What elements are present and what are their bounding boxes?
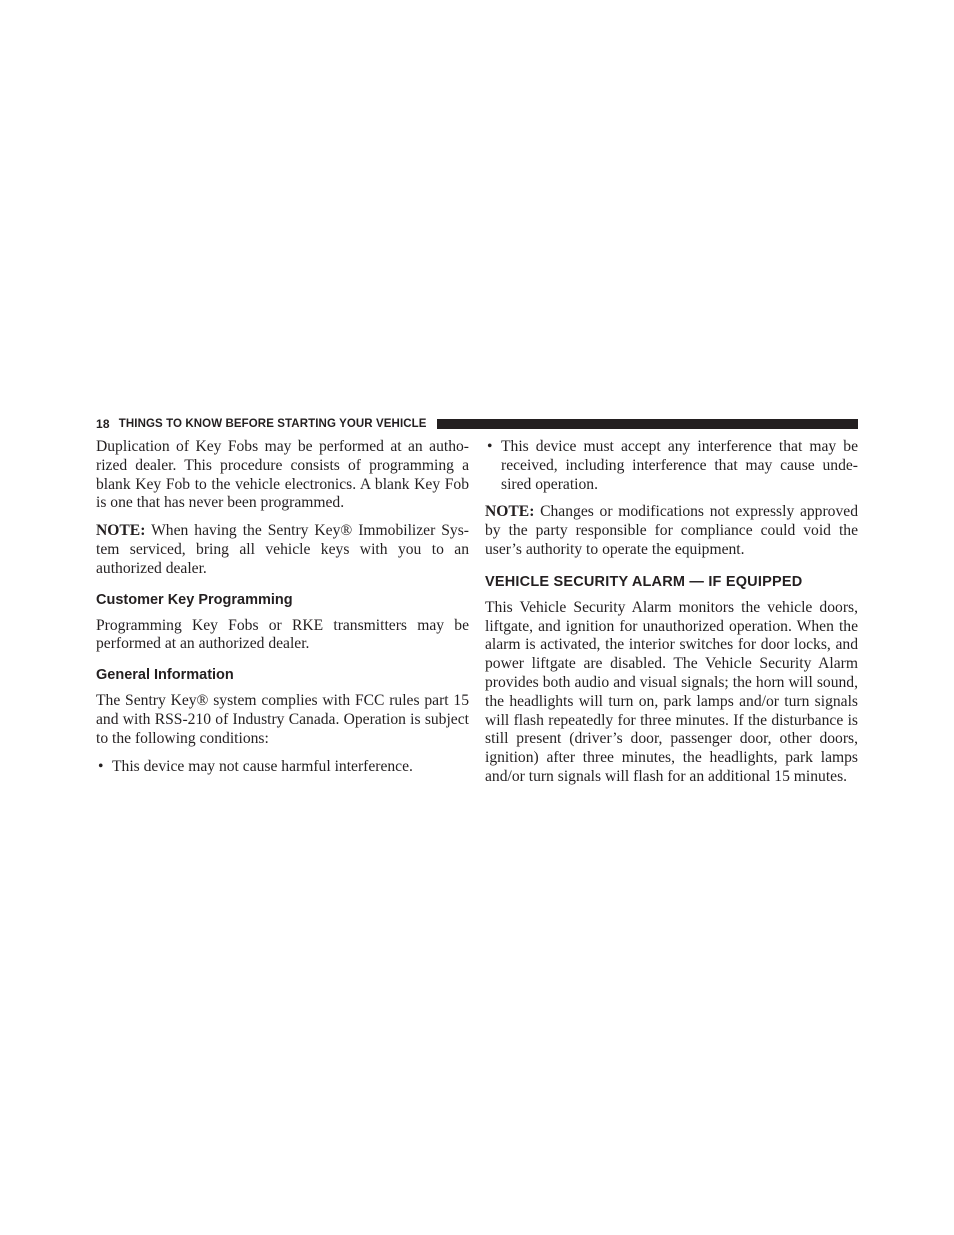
general-information-heading: General Information	[96, 667, 234, 684]
fcc-compliance-paragraph: The Sentry Key® system complies with FCC rules part 15 and with RSS-210 of Industry Canada. Operation is subject to the following conditions:	[96, 692, 469, 747]
left-column	[96, 438, 469, 785]
note-label: NOTE:	[485, 503, 535, 521]
bullet-icon: •	[487, 438, 493, 455]
security-alarm-paragraph: This Vehicle Security Alarm monitors the vehicle doors, liftgate, and ignition for unauthorized operation. When the alarm is activated, the interior switches for door locks, and power liftgate are disabled. The Vehicle Security Alarm provides both audio and visual signals; the horn will sound, the headlights will turn on, park lamps and/or turn signals will flash repeatedly for three minutes. If the disturbance is still present (driver’s door, passenger door, other doors, ignition) after three minutes, the headlights, park lamps and/or turn signals will flash for an additional 15 minutes.	[485, 598, 858, 785]
list-item	[96, 758, 469, 777]
list-item-text: This device must accept any interference that may be received, including interference that may cause undesired operation.	[501, 438, 858, 493]
header-rule-bar	[437, 419, 858, 429]
right-column	[485, 438, 858, 796]
customer-key-programming-paragraph: Programming Key Fobs or RKE transmitters may be performed at an authorized dealer.	[96, 616, 469, 653]
page-number: 18	[96, 417, 110, 431]
page-header	[96, 416, 858, 432]
list-item	[485, 438, 858, 494]
conditions-list-continued	[485, 438, 858, 494]
conditions-list	[96, 758, 469, 777]
modifications-note	[485, 503, 858, 559]
note-label: NOTE:	[96, 522, 146, 540]
note-text: When having the Sentry Key® Immobilizer System serviced, bring all vehicle keys with you to an authorized dealer.	[96, 522, 469, 577]
bullet-icon: •	[98, 757, 104, 775]
section-title: THINGS TO KNOW BEFORE STARTING YOUR VEHICLE	[118, 418, 427, 430]
immobilizer-note	[96, 522, 469, 578]
list-item-text: This device may not cause harmful interference.	[112, 757, 413, 775]
key-fob-duplication-paragraph: Duplication of Key Fobs may be performed at an authorized dealer. This procedure consists of programming a blank Key Fob to the vehicle electronics. A blank Key Fob is one that has never been programmed.	[96, 438, 469, 512]
customer-key-programming-heading: Customer Key Programming	[96, 591, 293, 608]
vehicle-security-alarm-heading: VEHICLE SECURITY ALARM — IF EQUIPPED	[485, 573, 803, 590]
note-text: Changes or modifications not expressly approved by the party responsible for compliance could void the user’s authority to operate the equipment.	[485, 503, 858, 558]
